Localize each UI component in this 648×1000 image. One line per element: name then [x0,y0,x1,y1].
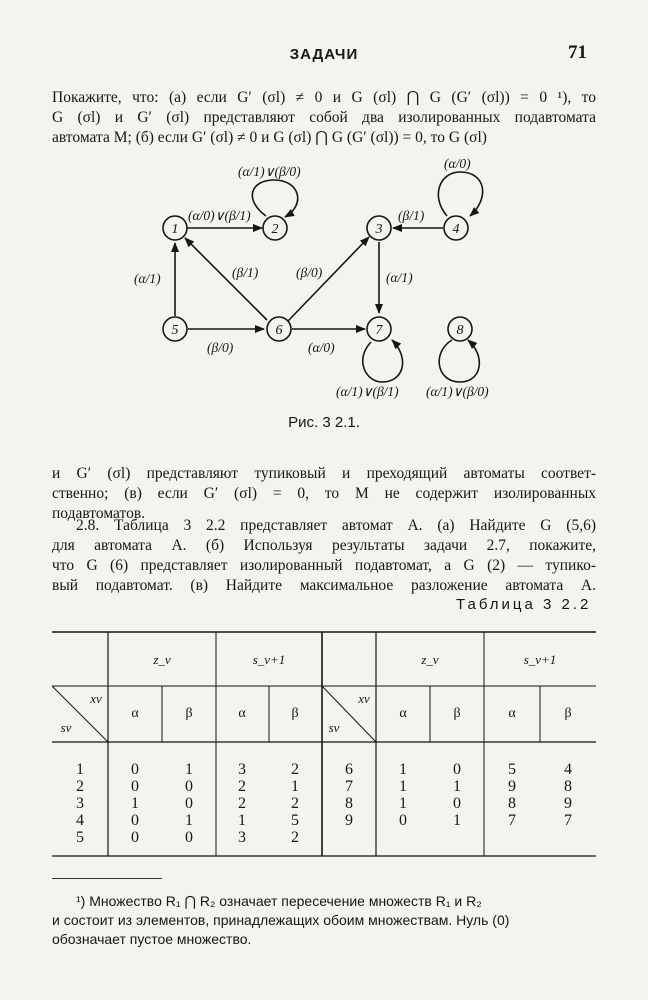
edge-label-loop-8: (α/1)∨(β/0) [426,384,489,399]
table-cell-right: 1 [453,812,461,829]
table-cell-left: 2 [291,761,299,778]
edge-label-4-3: (β/1) [398,208,425,223]
table-cell-right: 0 [399,812,407,829]
state-cell-right: 6 [345,761,353,778]
text-line: ственно; (в) если G′ (σl) = 0, то M не содержит изолированных [52,485,596,502]
edge-label-loop-4: (α/0) [444,156,471,171]
edge-label-5-1: (α/1) [134,271,161,286]
node-4-label: 4 [452,222,460,237]
header-s-left: s_ν+1 [252,652,286,667]
table-cell-left: 3 [238,761,246,778]
node-1-label: 1 [171,222,179,237]
edge-label-6-7: (α/0) [308,340,335,355]
problem-paragraph [52,516,596,596]
table-cell-right: 5 [508,761,516,778]
header-s-right: s_ν+1 [523,652,557,667]
table-cell-right: 8 [564,778,572,795]
edge-label-loop-7: (α/1)∨(β/1) [336,384,399,399]
state-cell-left: 2 [76,778,84,795]
running-header: ЗАДАЧИ [289,46,359,63]
text-line: вый подавтомат. (в) Найдите максимальное разложение автомата A. [52,577,596,594]
node-5-label: 5 [171,323,179,338]
text-line: Покажите, что: (а) если G′ (σl) ≠ 0 и G (σl) ⋂ G (G′ (σl)) = 0 ¹), то [52,89,596,106]
input-header: β [291,706,299,721]
loop-8 [439,340,479,382]
table-cell-right: 1 [399,761,407,778]
state-cell-left: 3 [76,795,84,812]
text-line: что G (6) представляет изолированный подавтомат, а G (2) — тупико- [52,557,596,574]
state-cell-right: 9 [345,812,353,829]
corner-x-right: xν [358,691,370,706]
page-number: 71 [568,42,587,63]
edge-label-5-6: (β/0) [207,340,234,355]
footnote [52,892,596,949]
loop-2 [252,180,297,217]
table-cell-right: 8 [508,795,516,812]
edge-label-3-7: (α/1) [386,270,413,285]
text-line: для автомата A. (б) Используя результаты задачи 2.7, покажите, [52,537,596,554]
table-cell-left: 0 [185,795,193,812]
input-header: β [185,706,193,721]
input-header: α [399,706,407,721]
table-cell-left: 1 [238,812,246,829]
table-cell-left: 0 [131,761,139,778]
state-cell-left: 1 [76,761,84,778]
table-cell-right: 9 [508,778,516,795]
figure-caption: Рис. 3 2.1. [288,414,360,431]
footnote-line: ¹) Множество R₁ ⋂ R₂ означает пересечение множеств R₁ и R₂ [76,893,482,909]
corner-x-left: xν [90,691,102,706]
loop-4 [438,172,482,216]
table-cell-right: 0 [453,761,461,778]
middle-paragraph [52,464,596,524]
input-header: α [131,706,139,721]
table-cell-left: 1 [185,761,193,778]
table-cell-left: 0 [185,829,193,846]
header-z-right: z_ν [421,652,439,667]
state-cell-right: 8 [345,795,353,812]
text-line: 2.8. Таблица 3 2.2 представляет автомат A. (а) Найдите G (5,6) [76,517,596,534]
table-cell-left: 1 [131,795,139,812]
text-line: G (σl) и G′ (σl) представляют собой два изолированных подавтомата [52,109,596,126]
input-header: β [453,706,461,721]
table-cell-right: 7 [564,812,572,829]
input-header: α [508,706,516,721]
table-cell-left: 0 [131,812,139,829]
edge-label-1-2: (α/0)∨(β/1) [188,208,251,223]
table-cell-left: 2 [291,795,299,812]
table-cell-right: 1 [399,778,407,795]
footnote-rule [52,878,162,879]
table-cell-left: 0 [131,829,139,846]
edge-label-loop-2: (α/1)∨(β/0) [238,164,301,179]
corner-s-left: sν [60,720,72,735]
input-header: β [564,706,572,721]
table-cell-left: 3 [238,829,246,846]
text-line: и G′ (σl) представляют тупиковый и преходящий автоматы соответ- [52,465,596,482]
table-cell-left: 2 [238,778,246,795]
corner-s-right: sν [328,720,340,735]
state-cell-left: 4 [76,812,84,829]
text-line: автомата M; (б) если G′ (σl) ≠ 0 и G (σl) ⋂ G (G′ (σl)) = 0, то G (σl) [52,129,487,146]
edge-label-6-1: (β/1) [232,265,259,280]
input-header: α [238,706,246,721]
table-cell-left: 1 [291,778,299,795]
edge-label-6-3: (β/0) [296,265,323,280]
node-3-label: 3 [375,222,383,237]
table-cell-left: 5 [291,812,299,829]
table-cell-left: 1 [185,812,193,829]
table-cell-right: 1 [453,778,461,795]
footnote-line: обозначает пустое множество. [52,931,252,947]
table-cell-left: 0 [131,778,139,795]
state-cell-right: 7 [345,778,353,795]
table-cell-left: 2 [291,829,299,846]
node-8-label: 8 [456,323,464,338]
table-cell-right: 4 [564,761,572,778]
state-cell-left: 5 [76,829,84,846]
table-cell-left: 2 [238,795,246,812]
node-7-label: 7 [375,323,383,338]
node-2-label: 2 [271,222,279,237]
table-cell-right: 9 [564,795,572,812]
header-z-left: z_ν [153,652,171,667]
table-cells [76,761,572,846]
table-cell-right: 1 [399,795,407,812]
footnote-line: и состоит из элементов, принадлежащих обоим множествам. Нуль (0) [52,912,510,928]
table-caption: Таблица 3 2.2 [456,596,592,613]
text-line: подавтоматов. [52,505,146,522]
table-cell-left: 0 [185,778,193,795]
table-cell-right: 7 [508,812,516,829]
node-6-label: 6 [275,323,283,338]
loop-7 [363,340,403,382]
table-cell-right: 0 [453,795,461,812]
